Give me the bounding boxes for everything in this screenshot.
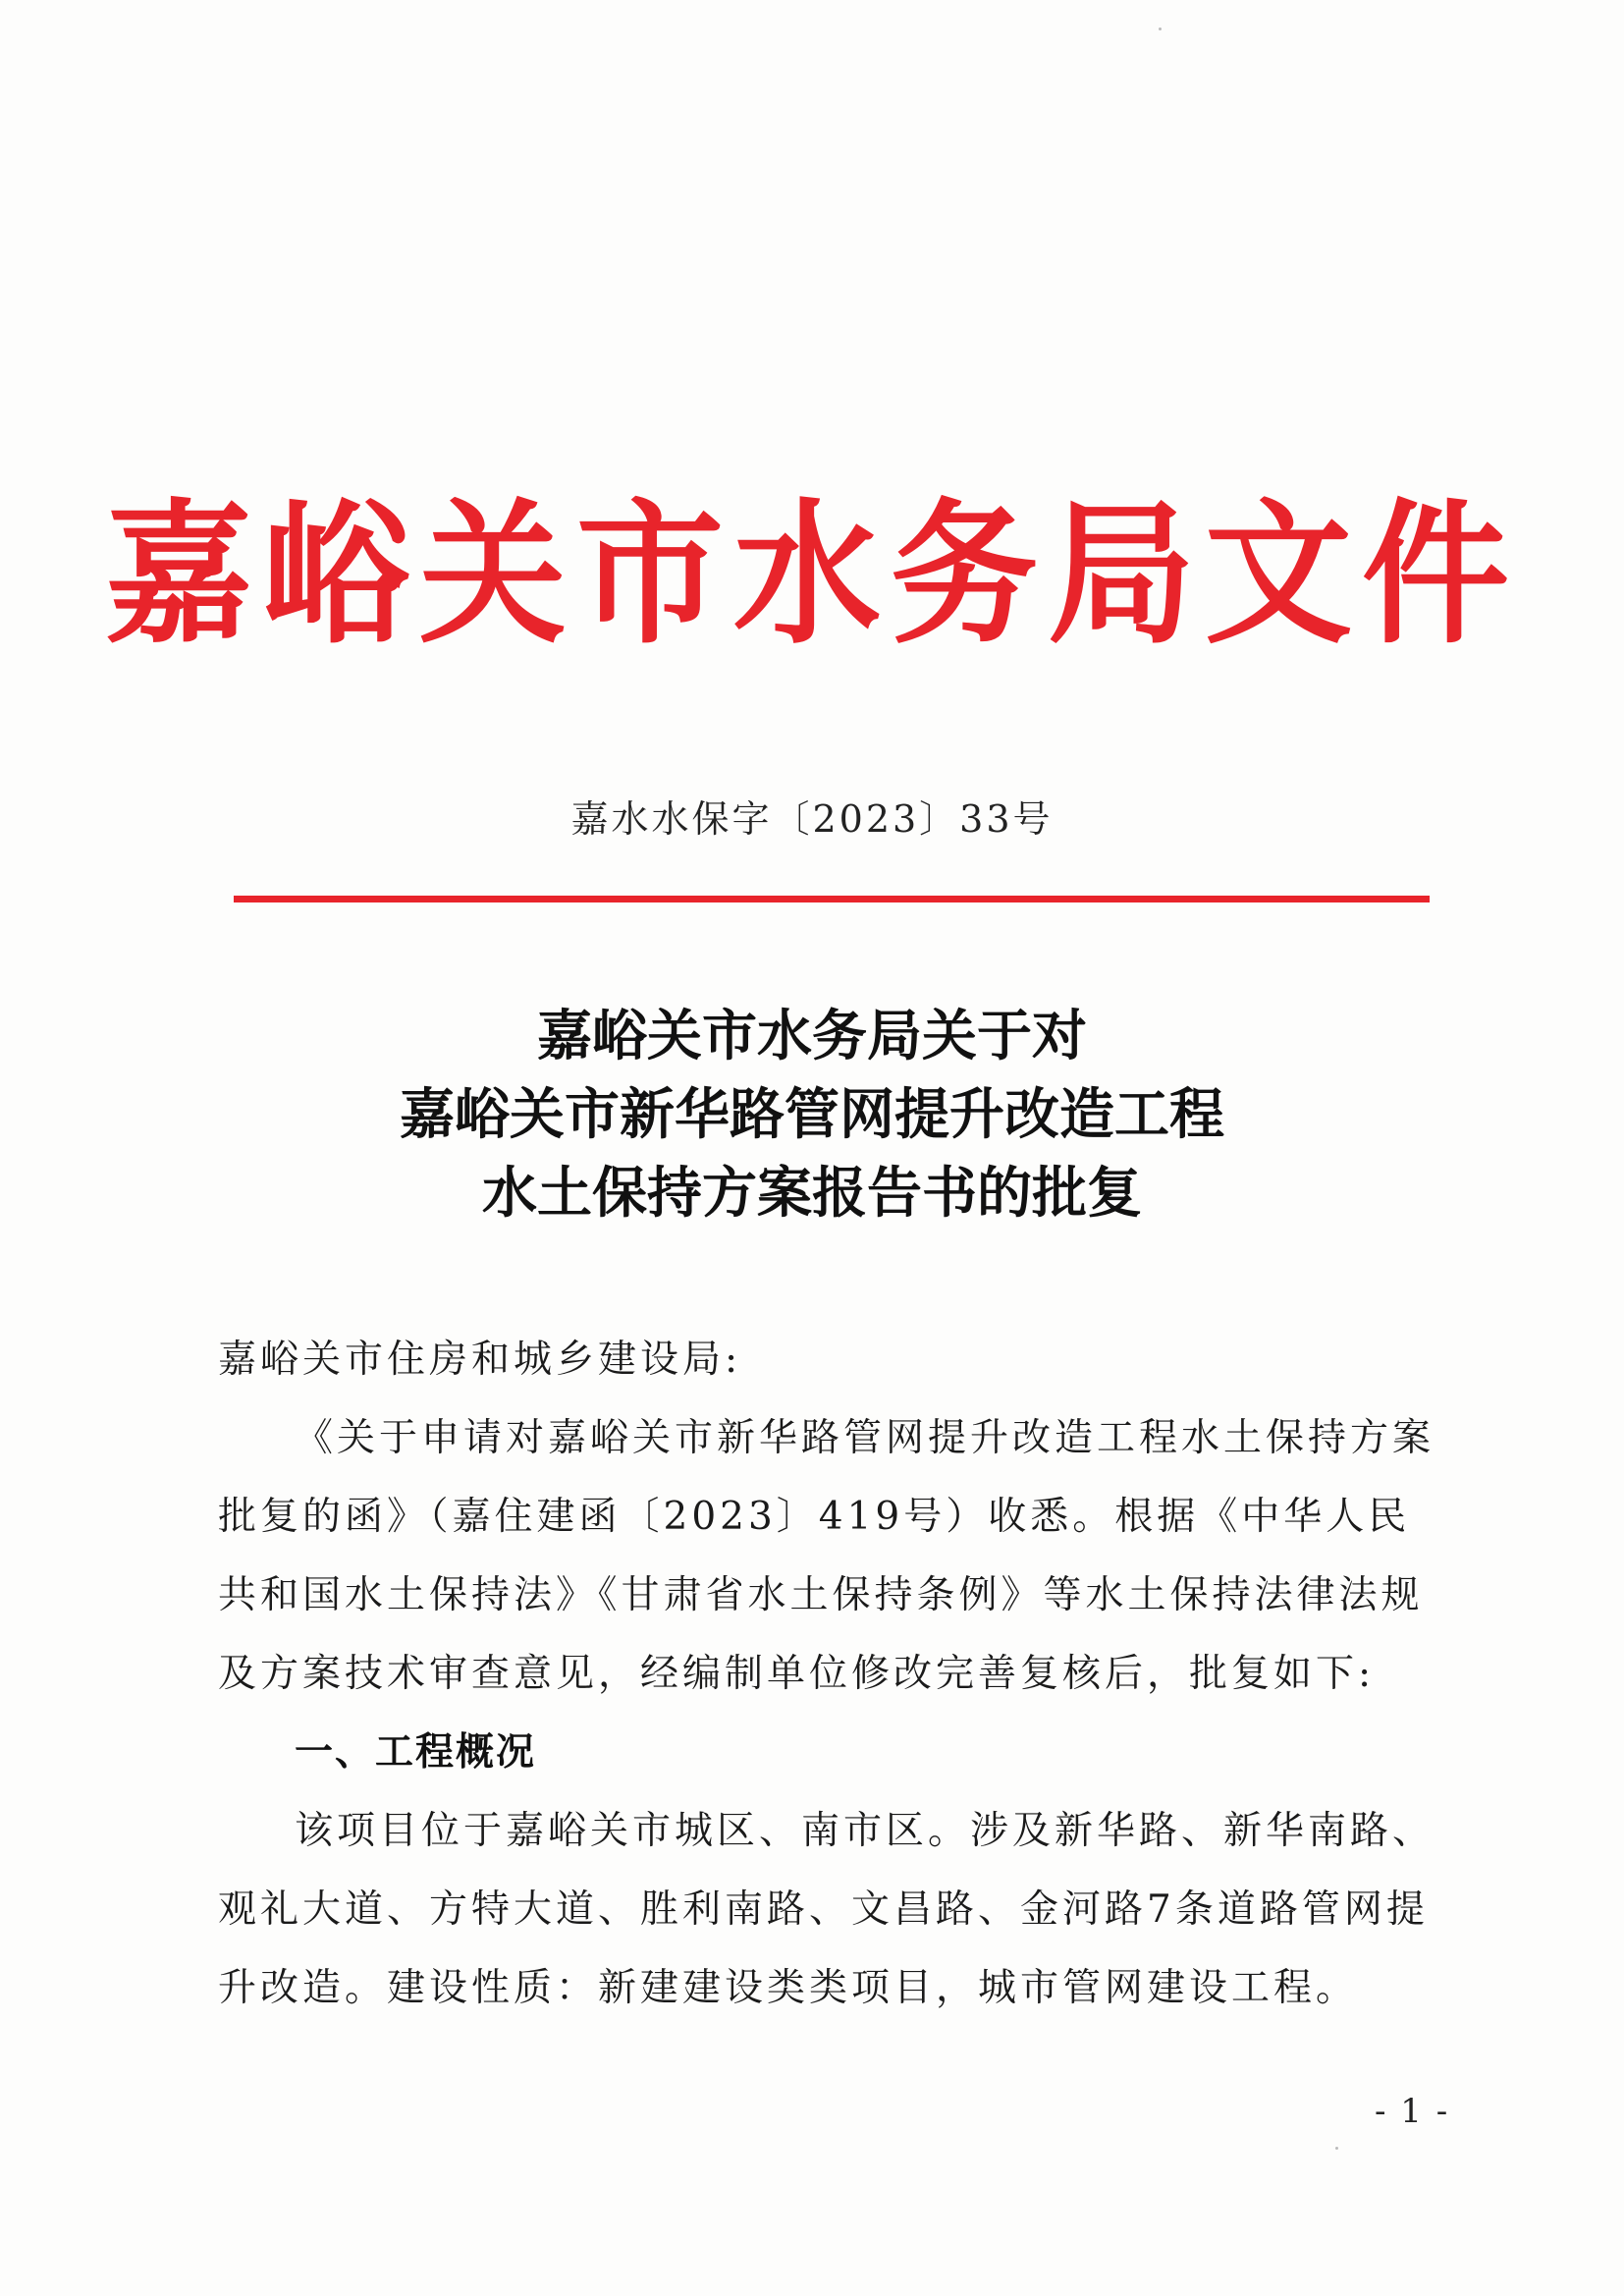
paragraph-project-overview: 该项目位于嘉峪关市城区、南市区。涉及新华路、新华南路、观礼大道、方特大道、胜利南路、文昌路、金河路7条道路管网提升改造。建设性质：新建建设类类项目，城市管网建设工程。 xyxy=(218,1809,1435,2010)
scan-speck xyxy=(1335,2147,1338,2150)
section-heading-project-overview: 一、工程概况 xyxy=(295,1730,537,1775)
red-divider-line xyxy=(234,896,1430,902)
document-number: 嘉水水保字〔2023〕33号 xyxy=(570,797,1054,841)
page-number: - 1 - xyxy=(1375,2092,1450,2131)
scan-speck xyxy=(1159,27,1162,30)
issuer-red-header: 嘉峪关市水务局文件 xyxy=(104,483,1519,666)
title-line-3: 水土保持方案报告书的批复 xyxy=(482,1161,1142,1226)
title-line-1: 嘉峪关市水务局关于对 xyxy=(537,1004,1087,1068)
addressee: 嘉峪关市住房和城乡建设局: xyxy=(218,1338,742,1382)
title-line-2: 嘉峪关市新华路管网提升改造工程 xyxy=(400,1082,1224,1147)
paragraph-intro: 《关于申请对嘉峪关市新华路管网提升改造工程水土保持方案批复的函》（嘉住建函〔2023〕419号）收悉。根据《中华人民共和国水土保持法》《甘肃省水土保持条例》等水土保持法律法规及方案技术审查意见，经编制单位修改完善复核后，批复如下: xyxy=(218,1416,1435,1696)
document-title xyxy=(0,997,1624,1232)
